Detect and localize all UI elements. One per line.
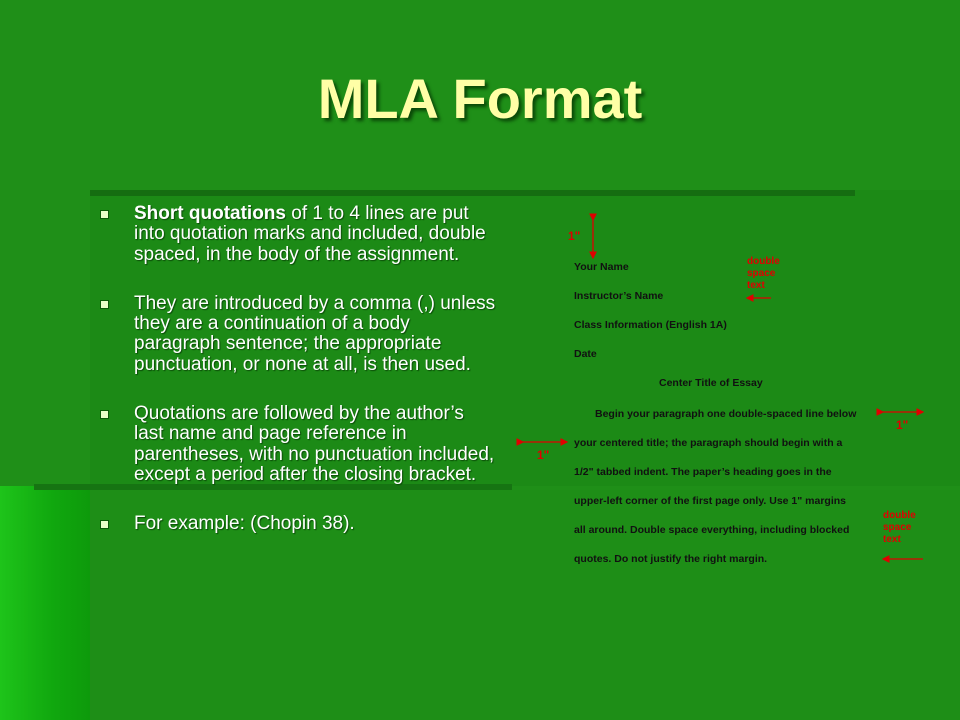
background-accent bbox=[0, 486, 90, 720]
square-bullet-icon bbox=[100, 300, 109, 309]
paragraph-line: your centered title; the paragraph should begin with a bbox=[574, 437, 843, 449]
bullet-bold-lead: Short quotations bbox=[134, 203, 286, 224]
slide-title: MLA Format bbox=[317, 67, 643, 130]
mla-essay-example bbox=[515, 208, 940, 580]
heading-line: Class Information (English 1A) bbox=[574, 319, 727, 331]
paragraph-line: quotes. Do not justify the right margin. bbox=[574, 553, 768, 565]
right-margin-label: 1" bbox=[896, 418, 909, 432]
bullet-text: Quotations are followed by the author’s last name and page reference in parentheses, with no punctuation included, except a period after the closing bracket. bbox=[134, 403, 495, 485]
heading-line: Your Name bbox=[574, 261, 629, 273]
essay-center-title: Center Title of Essay bbox=[659, 377, 763, 389]
bullet-text: For example: (Chopin 38). bbox=[134, 513, 355, 535]
heading-line: Date bbox=[574, 348, 597, 360]
bullet-text bbox=[134, 204, 498, 265]
bullet-item bbox=[98, 514, 498, 534]
top-margin-label: 1" bbox=[568, 229, 581, 243]
paragraph-line: all around. Double space everything, including blocked bbox=[574, 524, 850, 536]
background-divider bbox=[90, 190, 855, 196]
paragraph-line: 1/2" tabbed indent. The paper’s heading goes in the bbox=[574, 466, 832, 478]
left-margin-label: 1" bbox=[537, 448, 550, 462]
heading-line: Instructor’s Name bbox=[574, 290, 664, 302]
bullet-item bbox=[98, 294, 498, 375]
bullet-item bbox=[98, 204, 498, 265]
bullet-item bbox=[98, 404, 498, 485]
paragraph-line: Begin your paragraph one double-spaced line below bbox=[595, 408, 857, 420]
bullet-body: of 1 to 4 lines are put into quotation marks and included, double spaced, in the body of the assignment. bbox=[134, 203, 486, 265]
square-bullet-icon bbox=[100, 520, 109, 529]
square-bullet-icon bbox=[100, 210, 109, 219]
heading-spacing-note: double space text bbox=[747, 256, 780, 291]
bullet-list bbox=[98, 204, 498, 564]
paragraph-spacing-note: double space text bbox=[883, 510, 916, 545]
paragraph-line: upper-left corner of the first page only. Use 1" margins bbox=[574, 495, 847, 507]
bullet-text: They are introduced by a comma (,) unless they are a continuation of a body paragraph sentence; the appropriate punctuation, or none at all, is then used. bbox=[134, 292, 496, 375]
square-bullet-icon bbox=[100, 410, 109, 419]
